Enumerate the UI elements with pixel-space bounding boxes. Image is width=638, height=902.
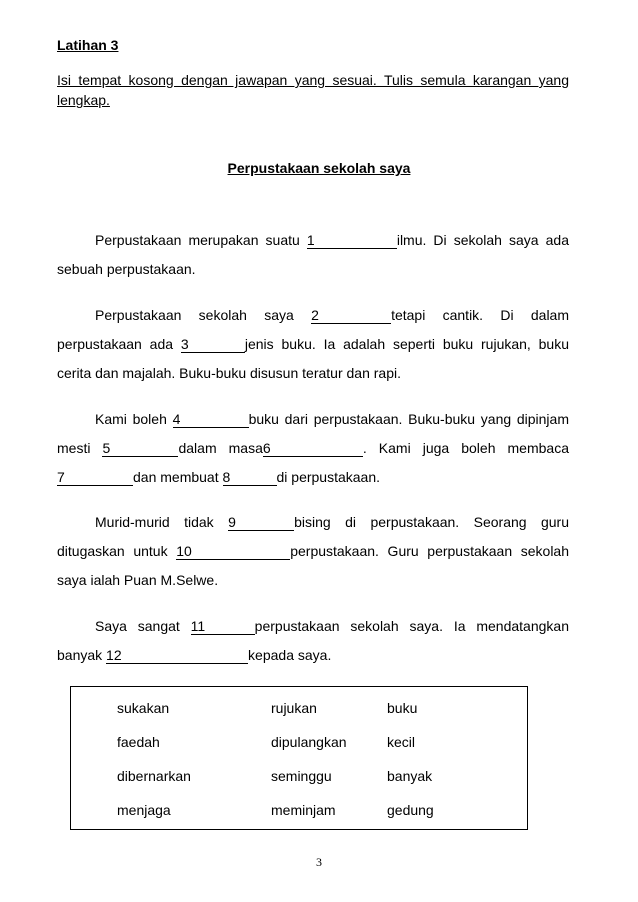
word-bank-item: dibernarkan <box>117 768 191 784</box>
word-bank-item: menjaga <box>117 802 171 818</box>
blank-10[interactable]: 10 <box>176 543 290 560</box>
word-bank-item: seminggu <box>271 768 332 784</box>
word-bank-item: sukakan <box>117 700 170 716</box>
blank-2[interactable]: 2 <box>311 307 391 324</box>
word-bank-item: buku <box>387 700 418 716</box>
word-bank-item: meminjam <box>271 802 336 818</box>
blank-12[interactable]: 12 <box>106 647 248 664</box>
word-bank-item: banyak <box>387 768 433 784</box>
paragraph-4: Murid-murid tidak 9 bising di perpustakaan. Seorang guru ditugaskan untuk 10 perpustakaan. Guru perpustakaan sekolah saya ialah Puan M.Selwe. <box>57 514 570 588</box>
blank-11[interactable]: 11 <box>191 618 255 635</box>
blank-8[interactable]: 8 <box>223 469 277 486</box>
blank-4[interactable]: 4 <box>173 411 249 428</box>
blank-9[interactable]: 9 <box>228 514 294 531</box>
essay-title: Perpustakaan sekolah saya <box>227 160 411 176</box>
word-bank-box <box>70 686 528 830</box>
word-bank-item: rujukan <box>271 700 317 716</box>
page-number: 3 <box>316 855 322 869</box>
paragraph-2: Perpustakaan sekolah saya 2 tetapi cantik. Di dalam perpustakaan ada 3 jenis buku. Ia adalah seperti buku rujukan, buku cerita dan majalah. Buku-buku disusun teratur dan rapi. <box>57 307 570 381</box>
exercise-heading: Latihan 3 <box>57 37 119 53</box>
word-bank-item: gedung <box>387 802 434 818</box>
instruction-text: Isi tempat kosong dengan jawapan yang sesuai. Tulis semula karangan yang lengkap. <box>57 72 569 108</box>
paragraph-1: Perpustakaan merupakan suatu 1 ilmu. Di sekolah saya ada sebuah perpustakaan. <box>57 232 569 277</box>
word-bank-item: faedah <box>117 734 160 750</box>
paragraph-3: Kami boleh 4 buku dari perpustakaan. Buku-buku yang dipinjam mesti 5 dalam masa6 . Kami juga boleh membaca 7 dan membuat 8 di perpustakaan. <box>57 411 569 485</box>
blank-6[interactable]: 6 <box>263 440 363 457</box>
word-bank-item: dipulangkan <box>271 734 347 750</box>
blank-7[interactable]: 7 <box>57 469 133 486</box>
word-bank-item: kecil <box>387 734 416 750</box>
paragraph-5: Saya sangat 11 perpustakaan sekolah saya. Ia mendatangkan banyak 12 kepada saya. <box>57 618 569 663</box>
blank-5[interactable]: 5 <box>102 440 178 457</box>
blank-3[interactable]: 3 <box>181 336 245 353</box>
blank-1[interactable]: 1 <box>307 232 397 249</box>
